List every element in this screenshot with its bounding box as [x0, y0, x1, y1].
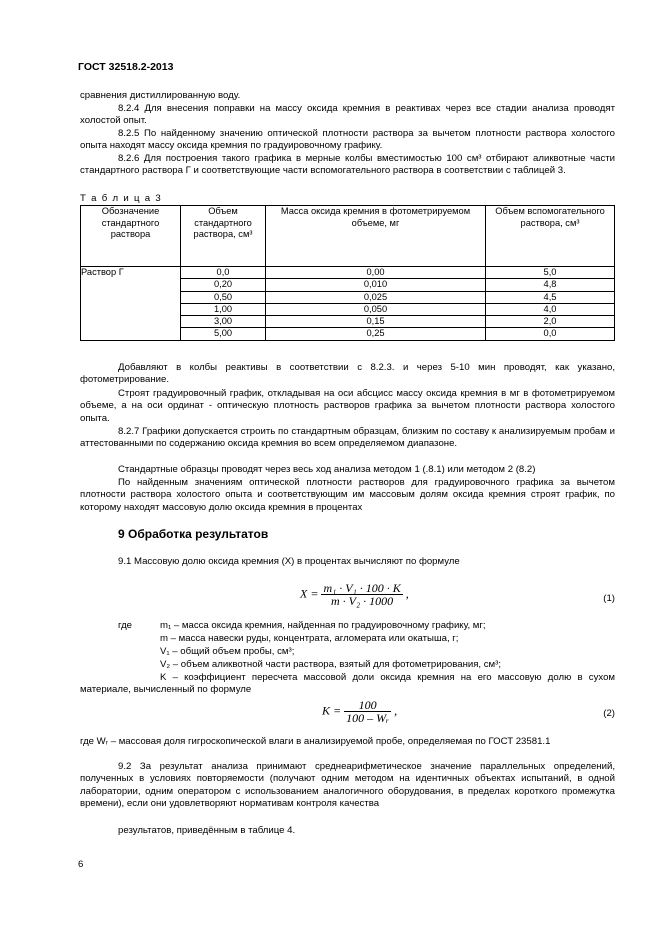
table-3	[80, 205, 615, 341]
row-label: Раствор Г	[81, 267, 181, 341]
table-cell: 0,025	[266, 291, 486, 303]
table-cell: 2,0	[486, 316, 615, 328]
paragraph: сравнения дистиллированную воду.	[80, 90, 241, 101]
table-cell: 3,00	[181, 316, 266, 328]
column-header: Объем стандартного раствора, см³	[181, 206, 266, 267]
document-header: ГОСТ 32518.2-2013	[78, 61, 174, 73]
formula-denominator: 100 – Wᵣ	[346, 711, 390, 726]
paragraph-8-2-7: 8.2.7 Графики допускается строить по стандартным образцам, близким по составу к анализируемым пробам и аттестованными по содержанию оксида кремния во всем определяемом диапазоне.	[80, 426, 615, 450]
formula-denominator: m · V₂ · 1000	[331, 594, 394, 609]
formula-numerator: 100	[344, 699, 391, 712]
paragraph: результатов, приведённым в таблице 4.	[118, 825, 296, 836]
table-cell: 0,50	[181, 291, 266, 303]
paragraph-8-2-6: 8.2.6 Для построения такого графика в мерные колбы вместимостью 100 см³ отбирают аликвотные части стандартного раствора Г и соответствующие части вспомогательного раствора в соответствии с таблицей 3.	[80, 153, 615, 177]
table-cell: 5,0	[486, 267, 615, 279]
definition: m – масса навески руды, концентрата, агломерата или окатыша, г;	[160, 633, 459, 644]
definition: V₁ – общий объем пробы, см³;	[160, 646, 295, 657]
table-cell: 1,00	[181, 303, 266, 315]
formula-tail: ,	[394, 703, 398, 718]
definition: K – коэффициент пересчета массовой доли оксида кремния на его массовую долю в сухом материале, вычисленный по формуле	[80, 672, 615, 696]
table-cell: 0,0	[181, 267, 266, 279]
table-cell: 0,050	[266, 303, 486, 315]
formula-2	[322, 699, 397, 725]
table-cell: 4,5	[486, 291, 615, 303]
table-cell: 0,010	[266, 279, 486, 291]
table-cell: 5,00	[181, 328, 266, 340]
column-header: Объем вспомогательного раствора, см³	[486, 206, 615, 267]
column-header: Масса оксида кремния в фотометрируемом объеме, мг	[266, 206, 486, 267]
table-cell: 0,20	[181, 279, 266, 291]
paragraph-8-2-5: 8.2.5 По найденному значению оптической плотности раствора за вычетом плотности раствора холостого опыта находят массу оксида кремния по градуировочному графику.	[80, 128, 615, 152]
table-cell: 0,00	[266, 267, 486, 279]
page-number: 6	[78, 859, 84, 870]
table-caption: Т а б л и ц а 3	[80, 193, 162, 204]
paragraph-8-2-4: 8.2.4 Для внесения поправки на массу оксида кремния в реактивах через все стадии анализа проводят холостой опыт.	[80, 103, 615, 127]
paragraph-9-2: 9.2 За результат анализа принимают среднеарифметическое значение параллельных определений, полученных в условиях повторяемости (получают одним методом на идентичных объектах испытаний, в одной лаборатории, одним оператором с использованием аналогичного оборудования, в пределах короткого промежутка времени), если они удовлетворяют нормативам контроля качества	[80, 761, 615, 809]
column-header: Обозначение стандартного раствора	[81, 206, 181, 267]
formula-lhs: K =	[322, 703, 342, 718]
table-cell: 4,0	[486, 303, 615, 315]
section-title: 9 Обработка результатов	[118, 527, 269, 541]
table-header-row	[81, 206, 615, 267]
formula-numerator: m₁ · V₁ · 100 · K	[323, 581, 401, 595]
formula-number: (2)	[603, 708, 615, 719]
where-label: где	[118, 620, 133, 631]
formula-lhs: X =	[300, 586, 319, 601]
paragraph: Добавляют в колбы реактивы в соответствии с 8.2.3. и через 5-10 мин проводят, как указано, фотометрирование.	[80, 362, 615, 386]
table-cell: 4,8	[486, 279, 615, 291]
table-cell: 0,25	[266, 328, 486, 340]
formula-1	[300, 582, 409, 608]
definition: m₁ – масса оксида кремния, найденная по градуировочному графику, мг;	[160, 620, 486, 631]
paragraph: По найденным значениям оптической плотности растворов для градуировочного графика за вычетом плотности раствора холостого опыта и соответствующим им массовым долям оксида кремния строят график, по которому находят массовую долю оксида кремния в процентах	[80, 477, 615, 513]
definition: V₂ – объем аликвотной части раствора, взятый для фотометрирования, см³;	[160, 659, 502, 670]
table-cell: 0,15	[266, 316, 486, 328]
table-row	[81, 267, 615, 279]
paragraph: Строят градуировочный график, откладывая на оси абсцисс массу оксида кремния в мг в фотометрируемом объеме, а на оси ординат - оптическую плотность растворов графика за вычетом плотности раствора холостого опыта.	[80, 388, 615, 424]
formula-number: (1)	[603, 593, 615, 604]
definition-w: где Wᵣ – массовая доля гигроскопической влаги в анализируемой пробе, определяемая по ГОСТ 23581.1	[80, 736, 551, 747]
paragraph: Стандартные образцы проводят через весь ход анализа методом 1 (.8.1) или методом 2 (8.2)	[118, 464, 536, 475]
paragraph-9-1: 9.1 Массовую долю оксида кремния (X) в процентах вычисляют по формуле	[118, 556, 460, 567]
formula-tail: ,	[405, 586, 409, 601]
table-cell: 0,0	[486, 328, 615, 340]
